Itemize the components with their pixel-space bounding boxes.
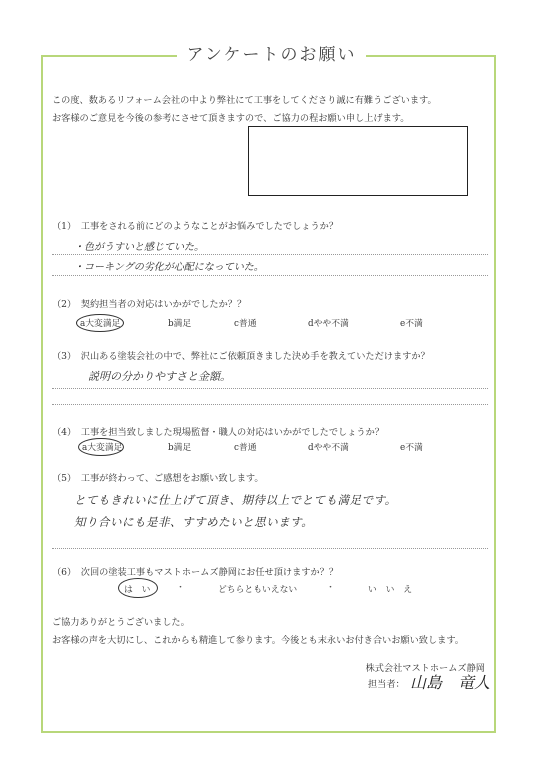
answer-5-line-1: とてもきれいに仕上げて頂き、期待以上でとても満足です。 (74, 493, 397, 507)
question-2: （2） 契約担当者の対応はいかがでしたか？？ (52, 299, 247, 310)
question-6: （6） 次回の塗装工事もマストホームズ静岡にお任せ頂けますか？？ (52, 567, 339, 578)
answer-1-line-1: ・色がうすいと感じていた。 (74, 242, 204, 253)
question-3: （3） 沢山ある塗装会社の中で、弊社にご依頼頂きました決め手を教えていただけますか？ (52, 351, 430, 362)
answer-line (52, 254, 488, 255)
answer-1-line-2: ・コーキングの劣化が心配になっていた。 (74, 262, 264, 273)
closing-line-1: ご協力ありがとうございました。 (52, 617, 190, 628)
q4-option-c: c普通 (234, 443, 257, 453)
question-5: （5） 工事が終わって、ご感想をお願い致します。 (52, 473, 264, 484)
answer-line (52, 388, 488, 389)
q2-option-d: dやや不満 (308, 319, 349, 329)
closing-line-2: お客様の声を大切にし、これからも精進して参ります。今後とも末永いお付き合いお願い致します。 (52, 635, 464, 646)
answer-line (52, 275, 488, 276)
page-title: アンケートのお願い (177, 45, 367, 65)
question-4: （4） 工事を担当致しました現場監督・職人の対応はいかがでしたでしょうか？ (52, 427, 384, 438)
q2-option-c: c普通 (234, 319, 257, 329)
q2-option-e: e不満 (400, 319, 423, 329)
staff-signature: 山島 竜人 (410, 673, 491, 692)
q6-option-neither: どちらともいえない (218, 585, 298, 595)
separator-dot: ・ (176, 583, 186, 593)
q2-option-b: b満足 (168, 319, 192, 329)
separator-dot: ・ (326, 583, 336, 593)
company-name: 株式会社マストホームズ静岡 (365, 663, 485, 674)
answer-line (52, 404, 488, 405)
answer-line (52, 548, 488, 549)
q6-option-yes: は い (124, 585, 151, 595)
q4-option-e: e不満 (400, 443, 423, 453)
q4-option-a: a大変満足 (82, 443, 123, 453)
q2-option-a: a大変満足 (80, 319, 121, 329)
title-bar (0, 40, 543, 65)
intro-line-2: お客様のご意見を今後の参考にさせて頂きますので、ご協力の程お願い申し上げます。 (52, 113, 410, 124)
q4-option-d: dやや不満 (308, 443, 349, 453)
q4-option-b: b満足 (168, 443, 192, 453)
answer-5-line-2: 知り合いにも是非、すすめたいと思います。 (74, 515, 314, 529)
answer-3: 説明の分かりやすさと金額。 (88, 370, 231, 383)
q6-option-no: い い え (368, 585, 412, 595)
question-1: （1） 工事をされる前にどのようなことがお悩みでしたでしょうか？ (52, 221, 339, 232)
staff-label: 担当者： (368, 679, 405, 690)
redacted-address-box (248, 126, 468, 196)
intro-line-1: この度、数あるリフォーム会社の中より弊社にて工事をしてくださり誠に有難うございます。 (52, 95, 437, 106)
